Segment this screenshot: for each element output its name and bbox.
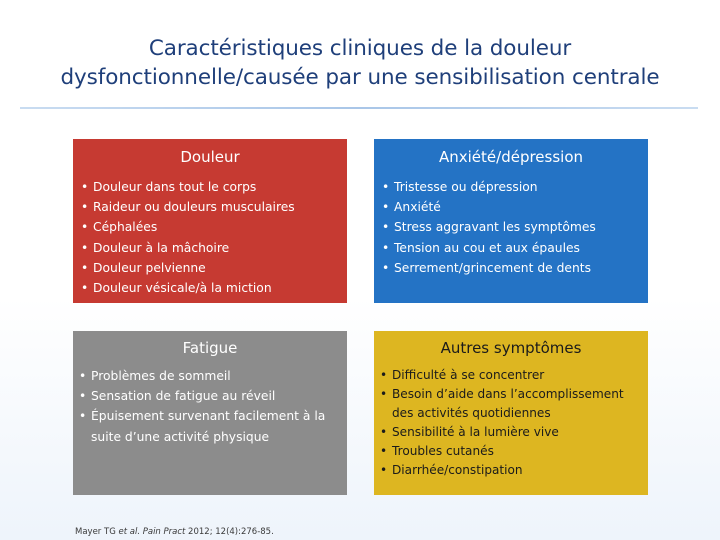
bullet-icon: • — [81, 281, 89, 296]
list-item: • Diarrhée/constipation — [380, 461, 648, 480]
list-item: • Serrement/grincement de dents — [382, 258, 648, 278]
citation — [75, 527, 274, 537]
list-item: • Sensation de fatigue au réveil — [79, 386, 347, 406]
bullet-icon: • — [382, 200, 390, 215]
list-item: • Besoin d’aide dans l’accomplissement des activités quotidiennes — [380, 387, 624, 420]
bullet-icon: • — [79, 409, 87, 424]
slide-title-line-1: Caractéristiques cliniques de la douleur — [148, 36, 572, 61]
autres-symptomes-box — [374, 331, 648, 495]
bullet-icon: • — [380, 368, 388, 382]
douleur-heading: Douleur — [180, 148, 240, 166]
bullet-icon: • — [382, 220, 390, 235]
bullet-icon: • — [79, 369, 87, 383]
bullet-icon: • — [79, 389, 87, 404]
bullet-icon: • — [380, 387, 388, 401]
bullet-icon: • — [380, 463, 388, 477]
citation-authors: Mayer TG — [75, 527, 119, 537]
anxiete-list — [374, 177, 648, 278]
list-item: • Douleur à la mâchoire — [81, 238, 347, 258]
list-item: • Difficulté à se concentrer — [380, 366, 648, 385]
fatigue-list — [73, 366, 347, 447]
bullet-icon: • — [81, 200, 89, 215]
anxiete-depression-box — [374, 139, 648, 303]
title-divider — [20, 107, 698, 109]
list-item: • Anxiété — [382, 197, 648, 217]
list-item: • Épuisement survenant facilement à la suite d’une activité physique — [79, 406, 347, 446]
list-item: • Problèmes de sommeil — [79, 366, 347, 386]
bullet-icon: • — [81, 260, 89, 275]
douleur-list — [73, 177, 347, 298]
list-item: • Douleur pelvienne — [81, 258, 347, 278]
list-item: • Tension au cou et aux épaules — [382, 238, 648, 258]
anxiete-heading: Anxiété/dépression — [438, 148, 584, 166]
list-item: • Raideur ou douleurs musculaires — [81, 197, 347, 217]
slide-title — [0, 34, 720, 92]
slide-title-line-2: dysfonctionnelle/causée par une sensibilisation centrale — [60, 65, 660, 90]
bullet-icon: • — [382, 240, 390, 255]
fatigue-box — [73, 331, 347, 495]
citation-journal: Pain Pract — [142, 527, 186, 537]
autres-heading: Autres symptômes — [440, 339, 582, 357]
list-item: • Douleur dans tout le corps — [81, 177, 347, 197]
citation-ref: 2012; 12(4):276-85. — [185, 527, 274, 537]
list-item: • Tristesse ou dépression — [382, 177, 648, 197]
list-item: • Douleur vésicale/à la miction — [81, 278, 347, 298]
bullet-icon: • — [81, 240, 89, 255]
bullet-icon: • — [382, 260, 390, 275]
list-item: • Troubles cutanés — [380, 442, 648, 461]
fatigue-heading: Fatigue — [182, 339, 238, 357]
citation-etal: et al. — [118, 527, 141, 537]
list-item: • Céphalées — [81, 217, 347, 237]
bullet-icon: • — [380, 444, 388, 458]
list-item: • Sensibilité à la lumière vive — [380, 423, 648, 442]
bullet-icon: • — [81, 220, 89, 235]
list-item: • Stress aggravant les symptômes — [382, 217, 648, 237]
autres-list — [374, 366, 648, 480]
bullet-icon: • — [382, 180, 390, 194]
bullet-icon: • — [380, 425, 388, 439]
douleur-box — [73, 139, 347, 303]
bullet-icon: • — [81, 180, 89, 194]
